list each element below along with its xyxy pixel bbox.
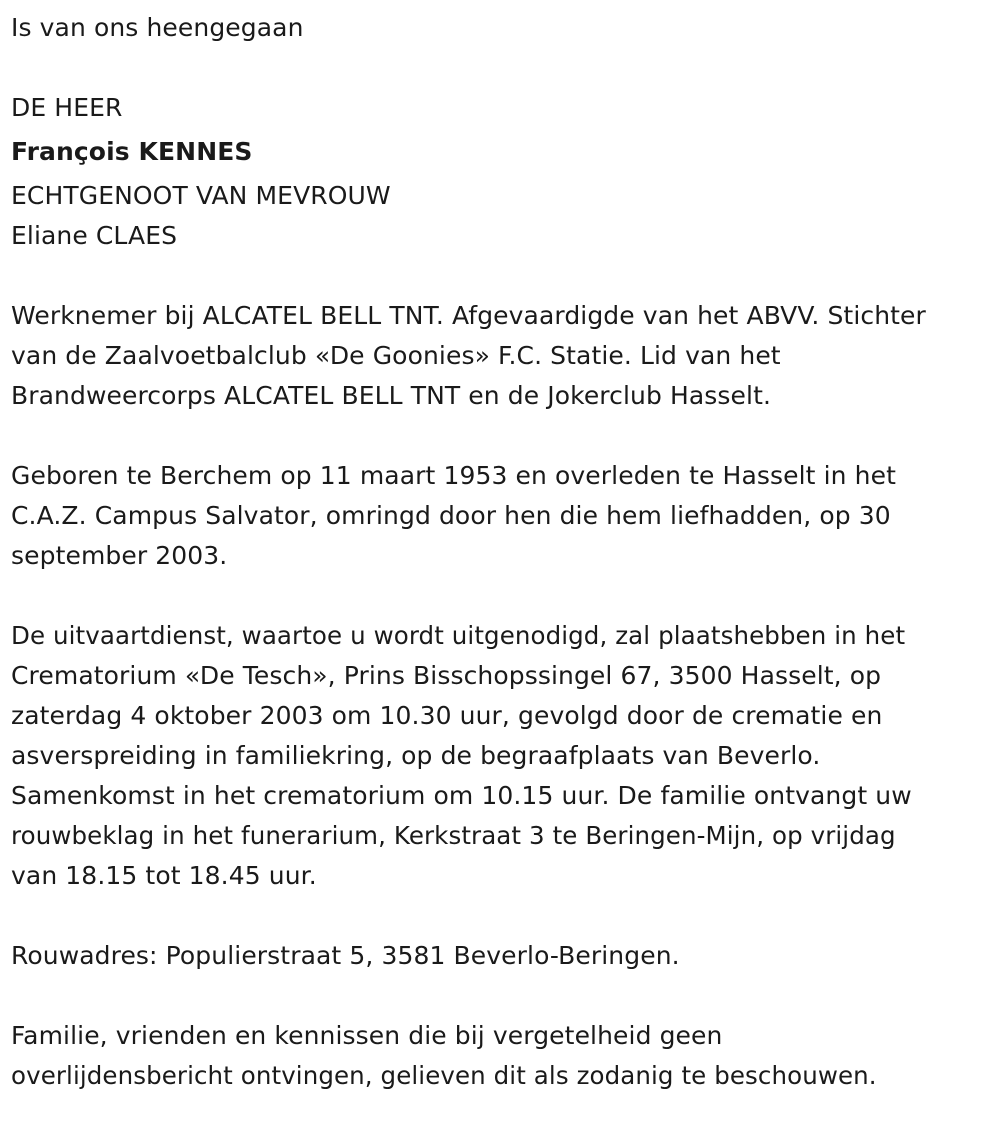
closing-line: overlijdensbericht ontvingen, gelieven dit als zodanig te beschouwen. bbox=[11, 1061, 877, 1090]
funeral-line: De uitvaartdienst, waartoe u wordt uitgenodigd, zal plaatshebben in het bbox=[11, 621, 906, 650]
career-line: Brandweercorps ALCATEL BELL TNT en de Jokerclub Hasselt. bbox=[11, 381, 772, 410]
birth-death-line: september 2003. bbox=[11, 541, 228, 570]
funeral-paragraph bbox=[11, 616, 991, 896]
career-paragraph bbox=[11, 296, 991, 416]
death-notice bbox=[11, 0, 991, 1096]
funeral-line: asverspreiding in familiekring, op de begraafplaats van Beverlo. bbox=[11, 741, 821, 770]
closing-line: Familie, vrienden en kennissen die bij vergetelheid geen bbox=[11, 1021, 723, 1050]
spouse-name: Eliane CLAES bbox=[11, 221, 178, 250]
funeral-line: rouwbeklag in het funerarium, Kerkstraat 3 te Beringen-Mijn, op vrijdag bbox=[11, 821, 896, 850]
closing-paragraph bbox=[11, 1016, 991, 1096]
funeral-line: zaterdag 4 oktober 2003 om 10.30 uur, gevolgd door de crematie en bbox=[11, 701, 883, 730]
birth-death-line: Geboren te Berchem op 11 maart 1953 en overleden te Hasselt in het bbox=[11, 461, 896, 490]
birth-death-paragraph bbox=[11, 456, 991, 576]
deceased-name: François KENNES bbox=[11, 137, 253, 166]
funeral-line: van 18.15 tot 18.45 uur. bbox=[11, 861, 317, 890]
funeral-line: Samenkomst in het crematorium om 10.15 uur. De familie ontvangt uw bbox=[11, 781, 912, 810]
intro-text: Is van ons heengegaan bbox=[11, 13, 304, 42]
funeral-line: Crematorium «De Tesch», Prins Bisschopssingel 67, 3500 Hasselt, op bbox=[11, 661, 882, 690]
birth-death-line: C.A.Z. Campus Salvator, omringd door hen die hem liefhadden, op 30 bbox=[11, 501, 891, 530]
spouse-label: ECHTGENOOT VAN MEVROUW bbox=[11, 181, 391, 210]
title-text: DE HEER bbox=[11, 93, 123, 122]
career-line: Werknemer bij ALCATEL BELL TNT. Afgevaardigde van het ABVV. Stichter bbox=[11, 301, 926, 330]
career-line: van de Zaalvoetbalclub «De Goonies» F.C. Statie. Lid van het bbox=[11, 341, 781, 370]
mourning-address: Rouwadres: Populierstraat 5, 3581 Beverlo-Beringen. bbox=[11, 941, 680, 970]
